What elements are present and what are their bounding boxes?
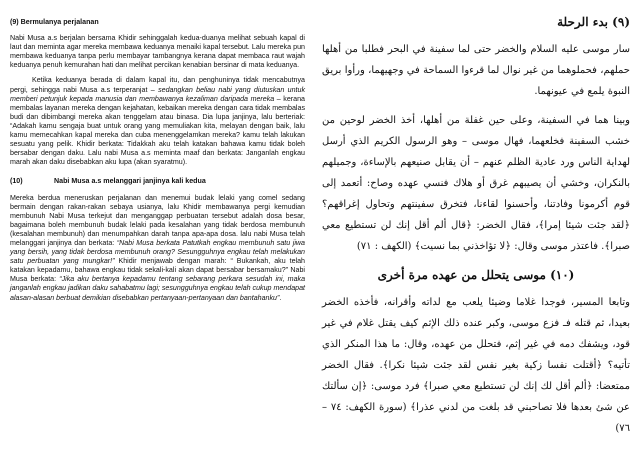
paragraph-2 <box>10 76 305 167</box>
section-heading-10-text: Nabi Musa a.s melanggari janjinya kali kedua <box>54 177 206 186</box>
section-heading-9: (9) Bermulanya perjalanan <box>10 18 99 26</box>
arabic-heading-10: (١٠) موسى يتحلل من عهده مرة أخرى <box>377 268 575 282</box>
paragraph-3-italic-1: “Nabi Musa berkata Patutkah engkau membunuh satu jiwa yang bersih, yang tidak berdosa membunuh orang? Sesungguhnya engkau telah melakukan satu perbuatan yang mungkar!” <box>10 238 305 266</box>
paragraph-3-text-a: Mereka berdua meneruskan perjalanan dan menemui budak lelaki yang comel sedang bermain dengan rakan-rakan sebaya usianya, lalu Khidir membawanya pergi kemudian membunuh Nabi Musa terkejut dan menganggap perbuatan tersebut adalah dosa besar, bagaimana boleh membunuh budak lelaki pada kesalahan yang tidak berdosa membunuh (kesalahan membunuh) dan menumpahkan darah tanpa apa-apa dosa. lalu nabi Musa telah melanggari janjinya dan berkata: <box>10 193 305 247</box>
arabic-paragraph-3: وتابعا المسير، فوجدا غلاما وضيئا يلعب مع لداته وأقرانه، فأخذه الخضر بعيدا، ثم قتله فـ فزع موسى، وكبر عنده ذلك الإثم كيف يقتل غلام في غير قود، ويشفك دمه في غير إثم، فتحلل من عهده، وقال: ما هذا المنكر الذي تأتيه؟ ﴿أقتلت نفسا زكية بغير نفس لقد جئت شيئا نكرا﴾. فقال الخضر ممتعضا: ﴿ألم أقل لك إنك لن تستطيع معي صبرا﴾ فرد موسى: ﴿إن سألتك عن شئ بعدها فلا تصاحبني قد بلغت من لدني عذرا﴾ (سورة الكهف: ٧٤ – ٧٦) <box>322 297 630 434</box>
arabic-paragraph-2: وبينا هما في السفينة، وعلى حين غفلة من أهلها، أخذ الخضر لوحين من خشب السفينة فخلعهما، فهال موسى – وهو الرسول الكريم الذي أرسل لهداية الناس ورد عادية الظلم عنهم – أن يقابل صنيعهم بالإساءة، وجميلهم بالنكران، وخشي أن يصيبهم غرق أو هلاك فنسي عهده وصاح: أتعمد إلى قوم أكرمونا وفادتنا، وأحسنوا لقاءنا، فتخرق سفينتهم وتحاول إغراقهم؟ ﴿لقد جئت شيئا إمرا﴾، فقال الخضر: ﴿قال ألم أقل إنك لن تستطيع معي صبرا﴾. فاعتذر موسى وقال: ﴿لا تؤاخذني بما نسيت﴾ (الكهف : ٧١) <box>322 115 630 252</box>
paragraph-2-italic: sedangkan beliau nabi yang diutuskan untuk memberi petunjuk kepada manusia dan membawanya kezaliman daripada mereka <box>10 85 305 103</box>
paragraph-3 <box>10 194 305 303</box>
section-heading-10-number: (10) <box>10 177 23 186</box>
paragraph-gap <box>322 102 630 110</box>
paragraph-3-text-c: . <box>279 293 282 302</box>
paragraph-1: Nabi Musa a.s berjalan bersama Khidir sehinggalah kedua-duanya melihat sebuah kapal di laut dan meminta agar mereka membawa keduanya menaiki kapal tersebut. Lalu mereka pun membawa keduanya tanpa perlu membayar tambangnya kerana dapat membaca raut wajah keduanya penuh kemurahan hati dan melihat percikan kenabian bersinar di mata keduanya. <box>10 34 305 70</box>
paragraph-2-text-a: Ketika keduanya berada di dalam kapal itu, dan penghuninya tidak mencabutnya pergi, sehingga nabi Musa a.s terperanjat – <box>10 76 305 94</box>
section-heading-10 <box>10 177 305 186</box>
paragraph-2-text-b: – kerana membalas layanan mereka dengan kejahatan, kebaikan mereka dengan cara tidak membalas budi dan dibimbangi mereka akan tenggelam atau binasa. Dia lupa janjinya, lalu berteriak: “Adakah kamu sengaja buat untuk orang yang memuliakan kita, melayan dengan baik, lalu kamu memecahkan kapal mereka dan cuba menenggelamkan mereka? kamu telah lakukan sesuatu yang pelik. Khidir berkata: Tidakkah aku telah katakan bahawa kamu tidak boleh bersabar dengan daku. Lalu nabi Musa a.s meminta maaf dan berkata: Janganlah engkau marah akan daku disebabkan aku lupa (akan syaratmu). <box>10 94 306 167</box>
arabic-paragraph-1: سار موسى عليه السلام والخضر حتى لما سفينة في البحر فطلبا من أهلها حملهم، فحملوهما من غير نوال لما قرءوا السماحة في وجهيهما، ورأوا بريق النبوة يلمع في عيونهما. <box>322 44 630 97</box>
arabic-heading-9: (٩) بدء الرحلة <box>557 15 630 29</box>
arabic-column <box>322 12 630 439</box>
paragraph-3-text-b: Khidir menjawab dengan marah: “ Bukankah, aku telah katakan kepadamu, bahawa engkau tidak sekali-kali akan dapat bersabar bersamaku?” Nabi Musa berkata: <box>10 257 305 284</box>
paragraph-3-italic-2: “Jika aku bertanya kepadamu tentang sebarang perkara sesudah ini, maka janganlah engkau jadikan daku sahabatmu lagi; sesungguhnya engkau telah cukup mendapat alasan-alasan berbuat demikian disebabkan pertanyaan-pertanyaan dan bantahanku” <box>10 275 306 302</box>
indonesian-column <box>10 18 305 309</box>
